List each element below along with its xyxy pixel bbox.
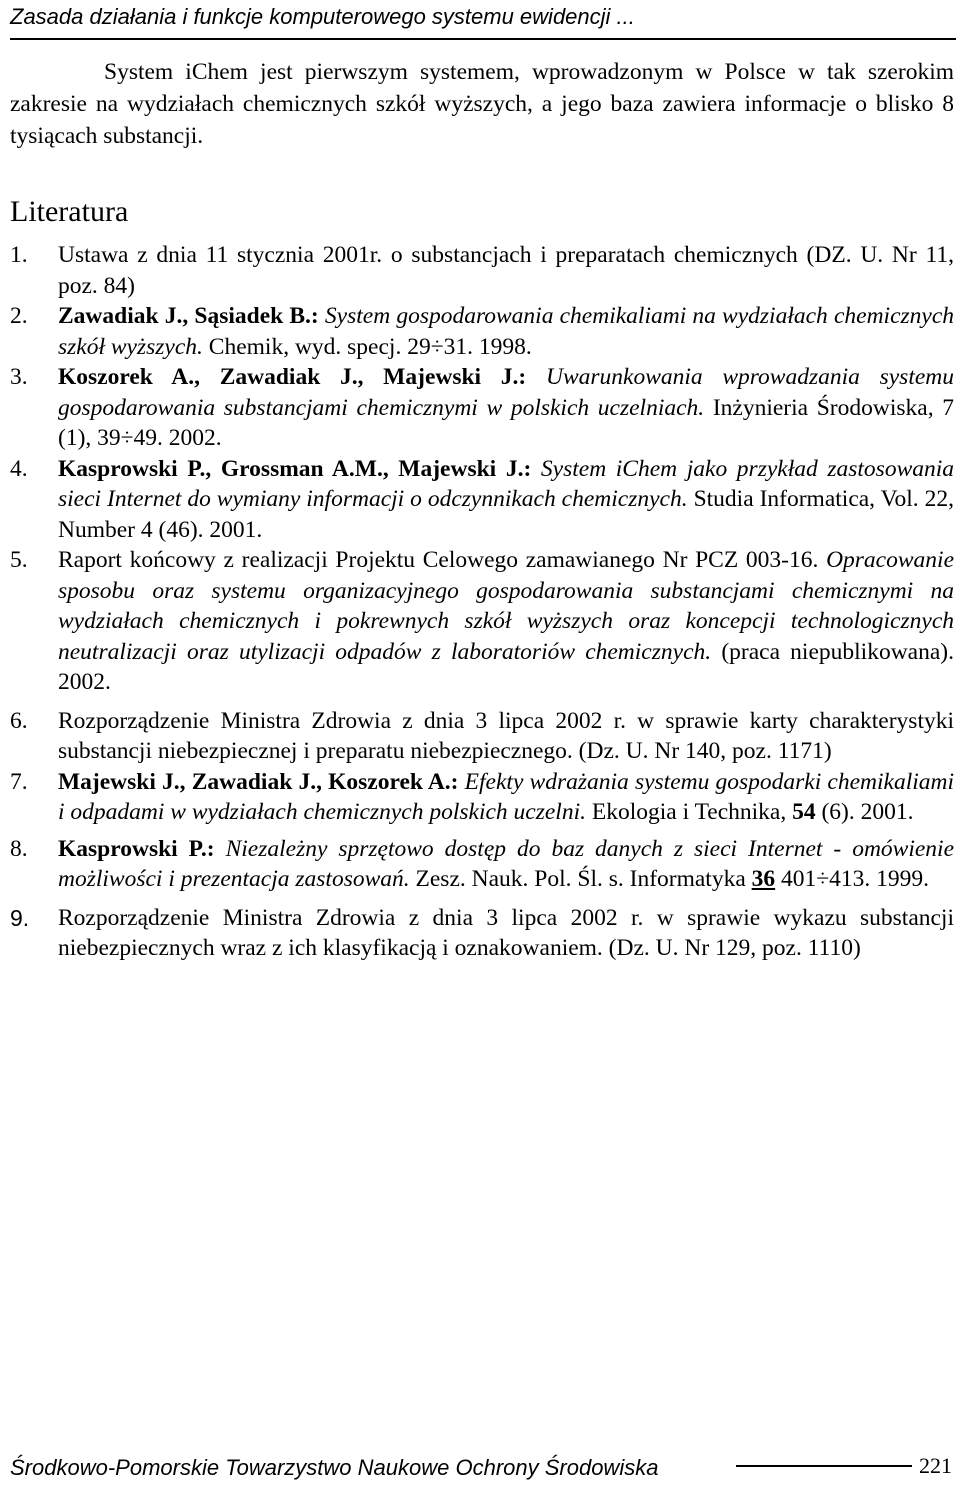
reference-item-8 xyxy=(10,834,954,895)
reference-number: 1. xyxy=(10,242,28,268)
reference-title: Opracowanie sposobu oraz systemu organizacyjnego gospodarowania substancjami chemicznymi na wydziałach chemicznych i pokrewnych szkół wyższych oraz koncepcji technologicznych neutralizacji oraz utylizacji odpadów z laboratoriów chemicznych. xyxy=(58,547,954,665)
reference-number: 6. xyxy=(10,707,28,734)
reference-title: Efekty wdrażania systemu gospodarki chemikaliami i odpadami w wydziałach chemicznych polskich uczelni. xyxy=(58,768,955,825)
reference-source: Chemik, wyd. specj. 29÷31. 1998. xyxy=(208,333,532,360)
reference-source: (praca niepublikowana). 2002. xyxy=(58,638,954,695)
running-header xyxy=(10,4,956,40)
reference-item-9 xyxy=(10,903,954,964)
reference-title: Niezależny sprzętowo dostęp do baz danych z sieci Internet - omówienie możliwości i prezentacja zastosowań. xyxy=(58,835,955,892)
reference-source: Zesz. Nauk. Pol. Śl. s. Informatyka xyxy=(415,866,746,892)
reference-number: 5. xyxy=(10,547,28,573)
reference-list xyxy=(10,240,954,964)
page-number: 221 xyxy=(919,1453,952,1478)
reference-text: Raport końcowy z realizacji Projektu Celowego zamawianego Nr PCZ 003-16. xyxy=(58,547,819,573)
reference-item-2 xyxy=(10,301,954,362)
reference-title: Uwarunkowania wprowadzania systemu gospodarowania substancjami chemicznymi w polskich uczelniach. xyxy=(58,364,955,421)
page-content xyxy=(10,56,954,964)
footer-divider xyxy=(736,1465,912,1467)
reference-source-end: (6). 2001. xyxy=(821,799,914,825)
reference-number: 2. xyxy=(10,303,28,329)
reference-source: Studia Informatica, Vol. 22, Number 4 (46). 2001. xyxy=(58,486,954,543)
reference-item-7 xyxy=(10,767,954,828)
reference-text: Rozporządzenie Ministra Zdrowia z dnia 3 lipca 2002 r. w sprawie karty charakterystyki substancji niebezpiecznej i preparatu niebezpiecznego. (Dz. U. Nr 140, poz. 1171) xyxy=(58,707,954,764)
reference-item-4 xyxy=(10,454,954,546)
reference-title: System iChem jako przykład zastosowania sieci Internet do wymiany informacji o odczynnikach chemicznych. xyxy=(58,455,955,512)
reference-text: Ustawa z dnia 11 stycznia 2001r. o substancjach i preparatach chemicznych (DZ. U. Nr 11, poz. 84) xyxy=(58,242,954,299)
reference-authors: Majewski J., Zawadiak J., Koszorek A.: xyxy=(58,768,459,795)
reference-item-6 xyxy=(10,706,954,767)
intro-paragraph: System iChem jest pierwszym systemem, wprowadzonym w Polsce w tak szerokim zakresie na wydziałach chemicznych szkół wyższych, a jego baza zawiera informacje o blisko 8 tysiącach substancji. xyxy=(10,59,954,149)
reference-number: 8. xyxy=(10,835,28,862)
reference-number: 7. xyxy=(10,768,28,795)
reference-number: 9. xyxy=(10,904,30,931)
footer-society-name: Środkowo-Pomorskie Towarzystwo Naukowe Ochrony Środowiska xyxy=(10,1455,659,1480)
running-footer xyxy=(10,1455,952,1491)
reference-authors: Koszorek A., Zawadiak J., Majewski J.: xyxy=(58,364,527,390)
reference-number: 3. xyxy=(10,364,28,390)
running-header-title: Zasada działania i funkcje komputerowego systemu ewidencji ... xyxy=(10,4,635,29)
reference-number: 4. xyxy=(10,455,28,482)
reference-volume: 54 xyxy=(792,799,816,825)
reference-title: System gospodarowania chemikaliami na wydziałach chemicznych szkół wyższych. xyxy=(58,303,955,360)
reference-source-end: 401÷413. 1999. xyxy=(781,866,930,892)
reference-authors: Kasprowski P.: xyxy=(58,835,215,862)
reference-item-3 xyxy=(10,362,954,454)
reference-item-5 xyxy=(10,545,954,698)
reference-source: Ekologia i Technika, xyxy=(591,799,787,825)
literature-heading: Literatura xyxy=(10,195,129,228)
reference-authors: Zawadiak J., Sąsiadek B.: xyxy=(58,303,319,329)
reference-item-1 xyxy=(10,240,954,301)
reference-source: Inżynieria Środowiska, 7 (1), 39÷49. 2002. xyxy=(58,394,954,451)
reference-text: Rozporządzenie Ministra Zdrowia z dnia 3 lipca 2002 r. w sprawie wykazu substancji niebezpiecznych wraz z ich klasyfikacją i oznakowaniem. (Dz. U. Nr 129, poz. 1110) xyxy=(58,904,954,961)
reference-volume: 36 xyxy=(751,866,776,892)
reference-authors: Kasprowski P., Grossman A.M., Majewski J.: xyxy=(58,455,532,482)
